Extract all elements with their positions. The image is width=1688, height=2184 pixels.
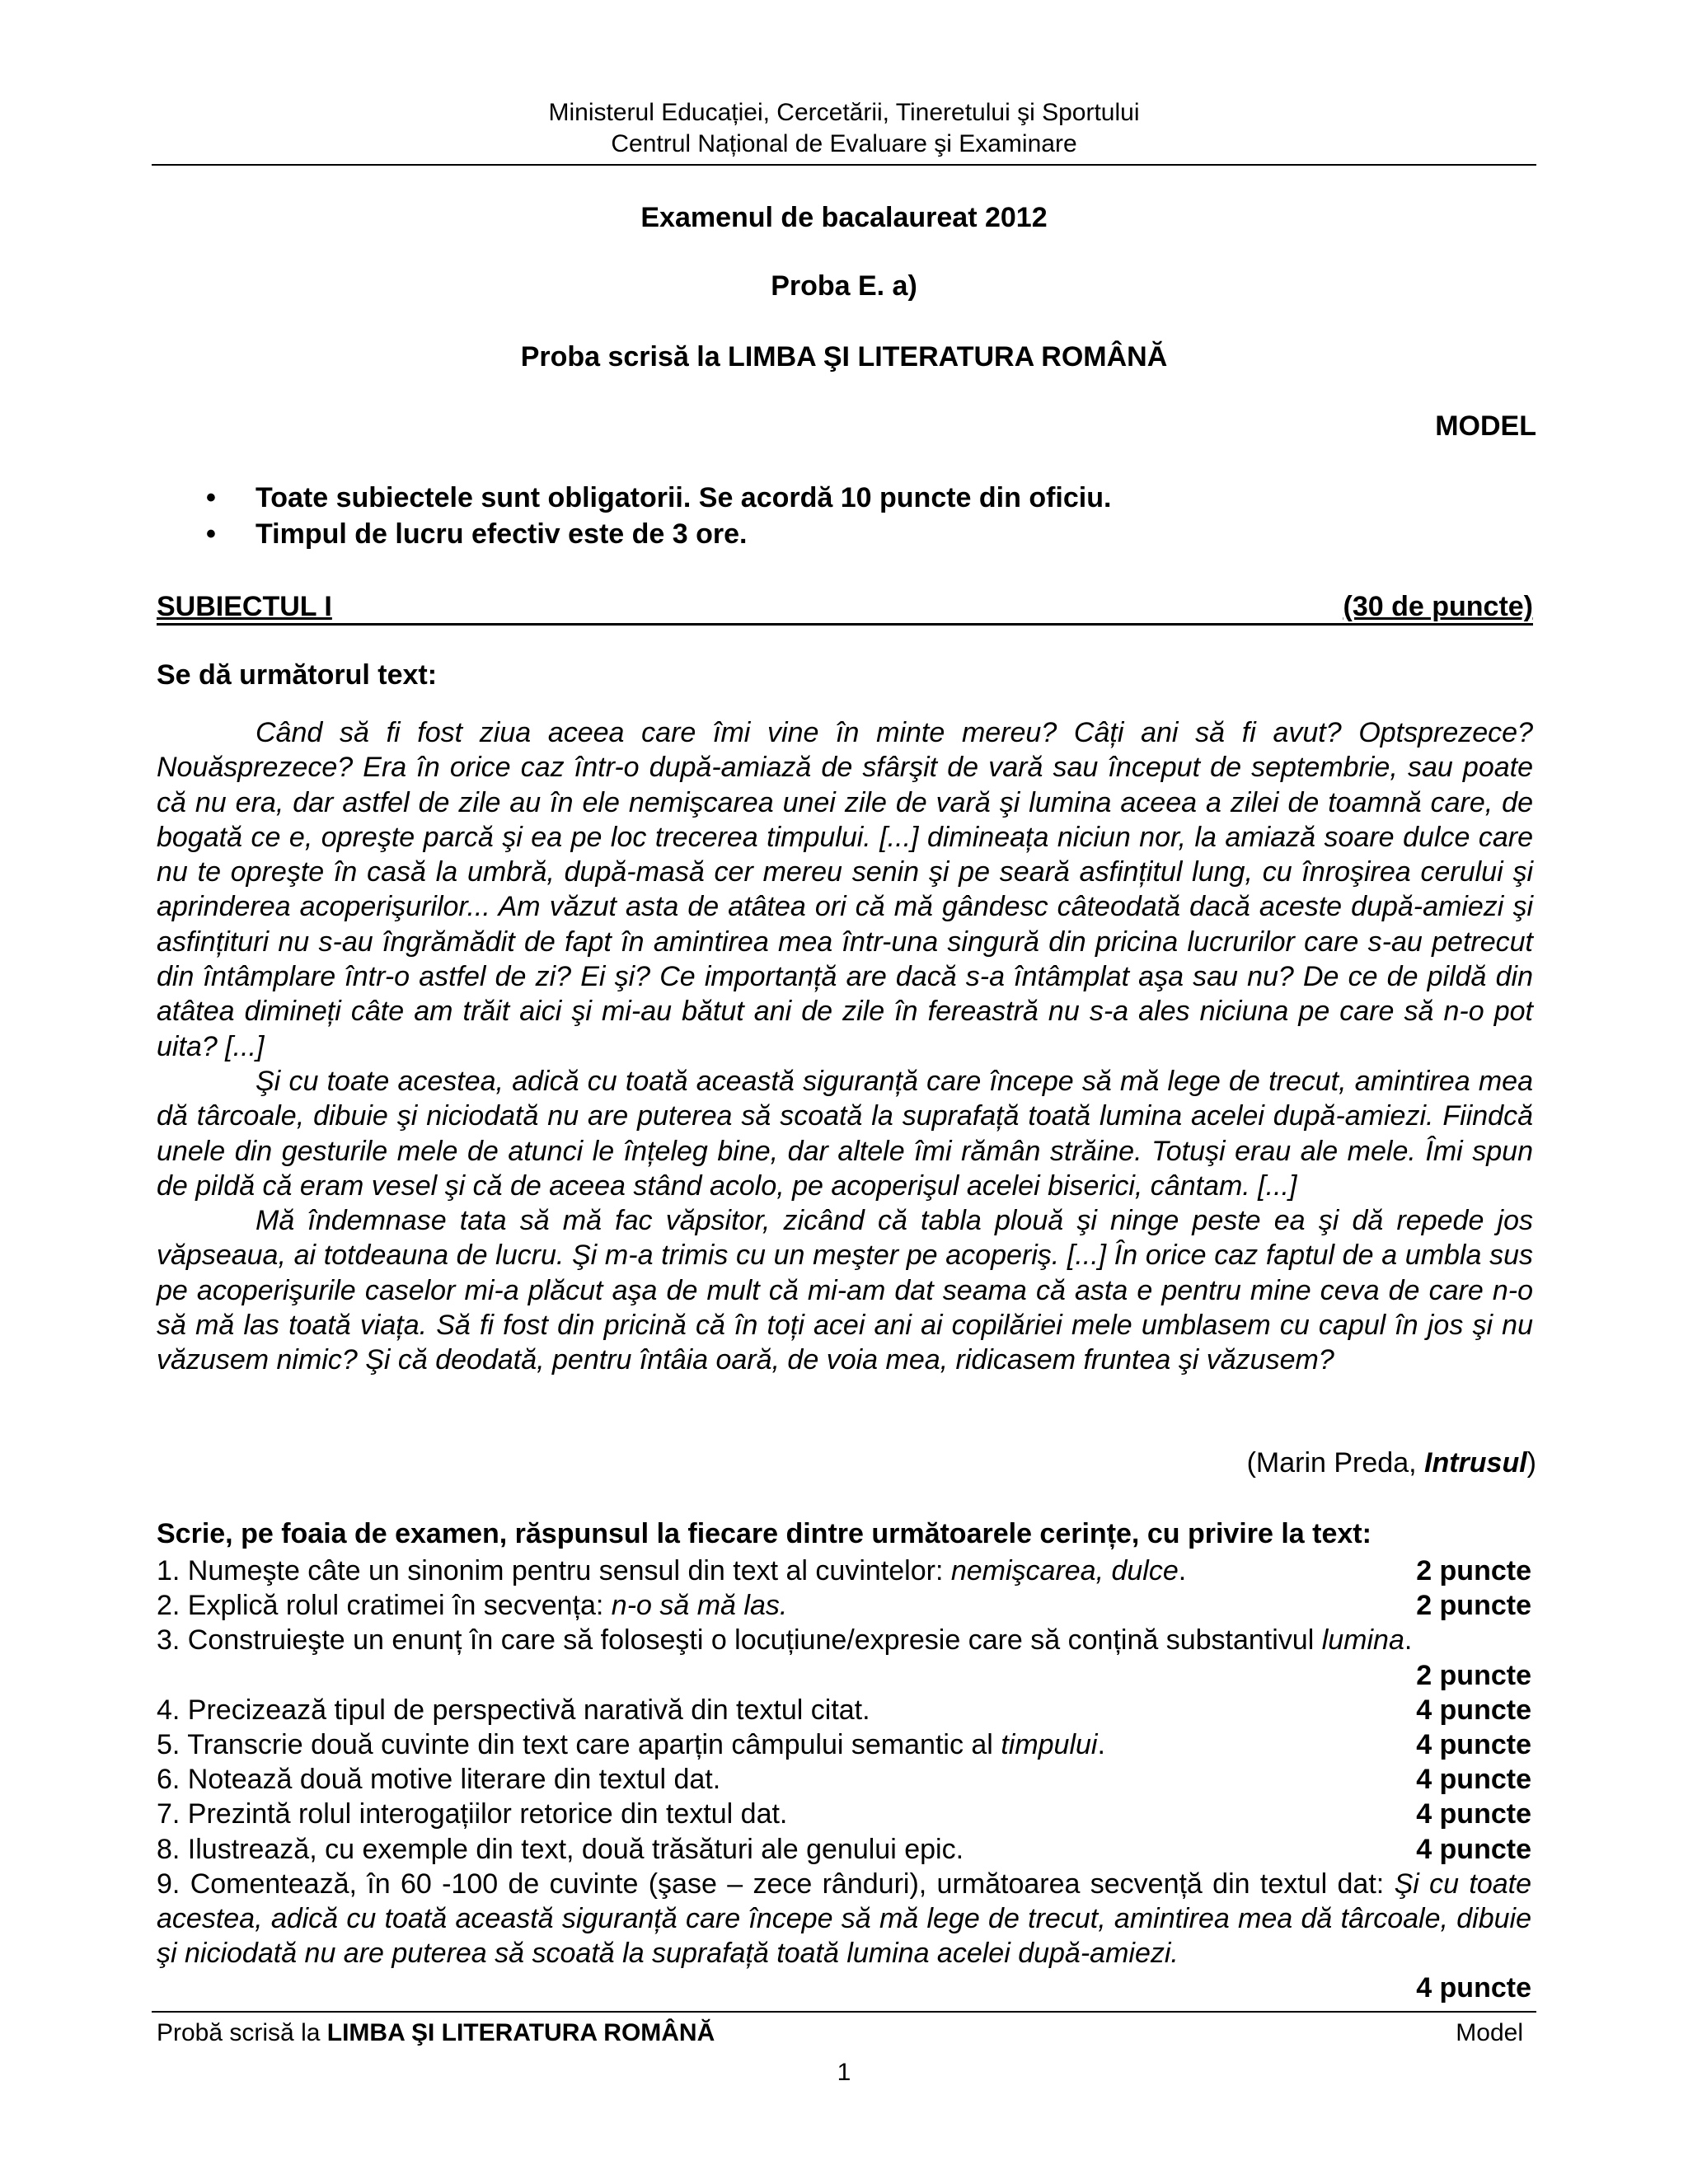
- tasks-instruction: Scrie, pe foaia de examen, răspunsul la fiecare dintre următoarele cerințe, cu privire la text:: [157, 1518, 1372, 1549]
- footer-left: [157, 2019, 715, 2047]
- task-text: 1. Numeşte câte un sinonim pentru sensul din text al cuvintelor:: [157, 1555, 951, 1586]
- page-header: [152, 97, 1536, 160]
- section-heading: [157, 590, 1533, 626]
- task-item: [157, 1693, 1531, 1727]
- task-item: [157, 1867, 1531, 2006]
- task-points: 4 puncte: [1416, 1833, 1531, 1865]
- task-italic: nemişcarea, dulce: [950, 1555, 1179, 1586]
- task-item: [157, 1797, 1531, 1831]
- exam-title: Examenul de bacalaureat 2012: [640, 202, 1048, 233]
- literary-passage: [157, 715, 1533, 1378]
- task-points: 4 puncte: [1416, 1798, 1531, 1830]
- work-title: Intrusul: [1424, 1447, 1527, 1479]
- task-after: .: [1404, 1624, 1413, 1657]
- rule-item: • Timpul de lucru efectiv este de 3 ore.: [206, 516, 1111, 552]
- task-text: 9. Comentează, în 60 -100 de cuvinte (şase – zece rânduri), următoarea secvență din textul dat:: [157, 1868, 1395, 1900]
- given-text-label: Se dă următorul text:: [157, 659, 438, 691]
- ministry-name: Ministerul Educației, Cercetării, Tineretului şi Sportului: [548, 99, 1140, 126]
- task-text: 5. Transcrie două cuvinte din text care aparțin câmpului semantic al: [157, 1729, 1001, 1761]
- passage-paragraph: Mă îndemnase tata să mă fac văpsitor, zicând că tabla plouă şi ninge peste ea şi dă repede jos văpseaua, ai totdeauna de lucru. Şi m-a trimis cu un meşter pe acoperiş. [...] În orice caz faptul de a umbla sus pe acoperişurile caselor mi-a plăcut aşa de mult că mi-am dat seama că asta e pentru mine ceva de care n-o să mă las toată viața. Să fi fost din pricină că în toți acei ani ai copilăriei mele umblasem cu capul în jos şi nu văzusem nimic? Şi că deodată, pentru întâia oară, de voia mea, ridicasem fruntea şi văzusem?: [157, 1205, 1533, 1376]
- task-points: 4 puncte: [1416, 1729, 1531, 1761]
- task-points: 2 puncte: [1416, 1555, 1531, 1586]
- task-item: [157, 1762, 1531, 1797]
- task-points: 2 puncte: [1416, 1659, 1531, 1691]
- model-label: MODEL: [1435, 410, 1536, 442]
- task-after: .: [1178, 1555, 1187, 1586]
- exam-subject: Proba scrisă la LIMBA ŞI LITERATURA ROMÂNĂ: [520, 341, 1168, 373]
- task-text: 3. Construieşte un enunț în care să foloseşti o locuțiune/expresie care să conțină substantivul: [157, 1624, 1322, 1657]
- footer-right: Model: [1456, 2019, 1523, 2046]
- passage-paragraph: Când să fi fost ziua aceea care îmi vine în minte mereu? Câți ani să fi avut? Optsprezece? Nouăsprezece? Era în orice caz într-o după-amiază de sfârşit de vară sau început de septembrie, sau poate că nu era, dar astfel de zile au în ele nemişcarea unei zile de vară şi lumina aceea a zilei de toamnă care, de bogată ce e, opreşte parcă şi ea pe loc trecerea timpului. [...] dimineața niciun nor, la amiază soare dulce care nu te opreşte în casă la umbră, după-masă cer mereu senin şi pe seară asfințitul lung, cu înroşirea cerului şi aprinderea acoperişurilor... Am văzut asta de atâtea ori că mă gândesc câteodată dacă aceste după-amiezi şi asfințituri nu s-au îngrămădit de fapt în amintirea mea într-una singură din pricina lucrurilor care s-au petrecut din întâmplare într-o astfel de zi? Ei şi? Ce importanță are dacă s-a întâmplat aşa sau nu? De ce de pildă din atâtea dimineți câte am trăit aici şi mi-au bătut ani de zile în fereastră nu s-a ales niciuna pe care să n-o pot uita? [...]: [157, 717, 1533, 1062]
- task-text: 2. Explică rolul cratimei în secvența:: [157, 1590, 612, 1622]
- task-italic: n-o să mă las.: [611, 1590, 788, 1622]
- section-title: SUBIECTUL I: [157, 591, 332, 622]
- passage-paragraph: Şi cu toate acestea, adică cu toată această siguranță care începe să mă lege de trecut, amintirea mea dă târcoale, dibuie şi niciodată nu are puterea să scoată la suprafață toată lumina acelei după-amiezi. Fiindcă unele din gesturile mele de atunci le înțeleg bine, dar altele îmi rămân străine. Totuşi erau ale mele. Îmi spun de pildă că eram vesel şi că de aceea stând acolo, pe acoperişul acelei biserici, cântam. [...]: [157, 1065, 1533, 1202]
- author-citation: [1247, 1447, 1536, 1479]
- task-italic: lumina: [1321, 1624, 1404, 1657]
- rules-list: [206, 480, 1111, 552]
- author-prefix: (Marin Preda,: [1246, 1447, 1424, 1479]
- task-item: [157, 1727, 1531, 1762]
- task-text: 8. Ilustrează, cu exemple din text, două trăsături ale genului epic.: [157, 1833, 964, 1865]
- task-points: 4 puncte: [1416, 1764, 1531, 1796]
- rule-item: • Toate subiectele sunt obligatorii. Se acordă 10 puncte din oficiu.: [206, 480, 1111, 516]
- footer-divider: [152, 2011, 1536, 2013]
- task-italic: Şi cu toate acestea, adică cu toată această siguranță care începe să mă lege de trecut, amintirea mea dă târcoale, dibuie şi niciodată nu are puterea să scoată la suprafață toată lumina acelei după-amiezi.: [157, 1868, 1532, 1970]
- task-points: 4 puncte: [1416, 1694, 1531, 1726]
- task-item: [157, 1623, 1531, 1692]
- page-number: 1: [837, 2059, 851, 2086]
- task-text: 6. Notează două motive literare din textul dat.: [157, 1764, 721, 1796]
- footer-subject: LIMBA ŞI LITERATURA ROMÂNĂ: [326, 2019, 715, 2046]
- tasks-list: [157, 1554, 1531, 2006]
- task-after: .: [1097, 1729, 1105, 1761]
- task-italic: timpului: [1001, 1729, 1098, 1761]
- section-points: (30 de puncte): [1343, 591, 1533, 622]
- footer-prefix: Probă scrisă la: [157, 2019, 327, 2046]
- center-name: Centrul Național de Evaluare şi Examinare: [611, 130, 1077, 157]
- task-item: [157, 1554, 1531, 1588]
- exam-probe: Proba E. a): [771, 270, 917, 302]
- task-points: 2 puncte: [1416, 1590, 1531, 1622]
- task-text: 4. Precizează tipul de perspectivă narativă din textul citat.: [157, 1694, 870, 1726]
- task-item: [157, 1588, 1531, 1623]
- task-text: 7. Prezintă rolul interogațiilor retorice din textul dat.: [157, 1798, 788, 1830]
- header-divider: [152, 164, 1536, 166]
- author-suffix: ): [1526, 1447, 1536, 1479]
- task-points: 4 puncte: [1416, 1972, 1531, 2004]
- task-item: [157, 1832, 1531, 1867]
